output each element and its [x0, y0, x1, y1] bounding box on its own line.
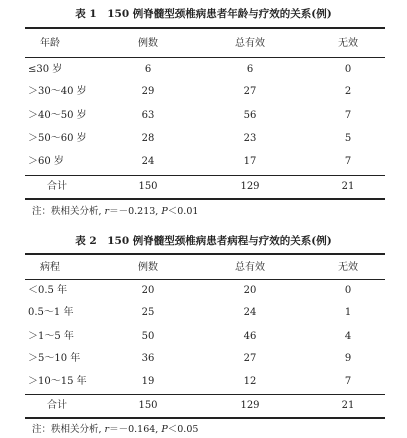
row-effective: 24 — [243, 307, 257, 318]
row-ineffective: 1 — [344, 307, 352, 318]
total-effective: 129 — [240, 181, 260, 192]
table2-total-rule — [25, 394, 385, 395]
row-effective: 20 — [243, 285, 257, 296]
table1-note — [32, 203, 198, 217]
row-ineffective: 0 — [344, 64, 352, 75]
row-ineffective: 5 — [344, 133, 352, 144]
table2-header-effective: 总有效 — [235, 262, 265, 273]
row-ineffective: 9 — [344, 353, 352, 364]
table1-header-cases: 例数 — [138, 38, 158, 49]
row-cases: 29 — [141, 86, 155, 97]
row-label: ＜0.5 年 — [28, 285, 68, 296]
row-effective: 23 — [243, 133, 257, 144]
table2-header-ineffective: 无效 — [338, 262, 358, 273]
row-ineffective: 0 — [344, 285, 352, 296]
table1-header-ineffective: 无效 — [338, 38, 358, 49]
row-cases: 28 — [141, 133, 155, 144]
table2-header-rule — [25, 279, 385, 280]
note-r: r — [104, 424, 110, 435]
total-label: 合计 — [47, 181, 67, 192]
note-p: P — [161, 206, 168, 217]
note-suffix: ＜0.01 — [167, 206, 199, 217]
row-ineffective: 4 — [344, 331, 352, 342]
row-effective: 56 — [243, 110, 257, 121]
total-cases: 150 — [138, 181, 158, 192]
table-row — [0, 130, 407, 148]
table1-bottom-rule — [25, 198, 385, 200]
row-label: ＞30～40 岁 — [28, 86, 87, 97]
table2-bottom-rule — [25, 417, 385, 419]
table1-header-rule — [25, 57, 385, 58]
row-label: ＞5～10 年 — [28, 353, 81, 364]
row-ineffective: 2 — [344, 86, 352, 97]
row-effective: 27 — [243, 86, 257, 97]
total-cases: 150 — [138, 400, 158, 411]
row-cases: 25 — [141, 307, 155, 318]
table2-caption: 表 2 150 例脊髓型颈椎病患者病程与疗效的关系(例) — [75, 235, 332, 247]
row-effective: 27 — [243, 353, 257, 364]
table-row — [0, 328, 407, 346]
row-ineffective: 7 — [344, 376, 352, 387]
row-effective: 17 — [243, 156, 257, 167]
row-label: ＞50～60 岁 — [28, 133, 87, 144]
note-mid: ＝－0.213, — [109, 206, 162, 217]
table-row — [0, 61, 407, 79]
table-row — [0, 282, 407, 300]
row-effective: 46 — [243, 331, 257, 342]
total-ineffective: 21 — [341, 181, 355, 192]
table1-caption: 表 1 150 例脊髓型颈椎病患者年龄与疗效的关系(例) — [75, 8, 332, 20]
table1-total-row — [0, 178, 407, 196]
note-r: r — [104, 206, 110, 217]
total-label: 合计 — [47, 400, 67, 411]
table2-total-row — [0, 397, 407, 415]
note-p: P — [161, 424, 168, 435]
row-effective: 12 — [243, 376, 257, 387]
table-row — [0, 153, 407, 171]
table2-top-rule — [25, 253, 385, 255]
table1-top-rule — [25, 27, 385, 29]
table2-note — [32, 421, 198, 435]
table2-header-row — [0, 259, 407, 277]
row-label: 0.5～1 年 — [28, 307, 74, 318]
row-cases: 20 — [141, 285, 155, 296]
table-row — [0, 350, 407, 368]
note-suffix: ＜0.05 — [167, 424, 199, 435]
row-effective: 6 — [246, 64, 254, 75]
table-row — [0, 83, 407, 101]
row-label: ＞1～5 年 — [28, 331, 74, 342]
table1-total-rule — [25, 175, 385, 176]
row-label: ＞10～15 年 — [28, 376, 87, 387]
row-cases: 50 — [141, 331, 155, 342]
row-label: ≤30 岁 — [28, 64, 63, 75]
table-row — [0, 107, 407, 125]
total-effective: 129 — [240, 400, 260, 411]
table1-header-effective: 总有效 — [235, 38, 265, 49]
table-row — [0, 373, 407, 391]
row-cases: 6 — [144, 64, 152, 75]
total-ineffective: 21 — [341, 400, 355, 411]
row-label: ＞60 岁 — [28, 156, 64, 167]
table2-header-duration: 病程 — [40, 262, 60, 273]
row-cases: 36 — [141, 353, 155, 364]
note-mid: ＝－0.164, — [109, 424, 162, 435]
row-cases: 19 — [141, 376, 155, 387]
note-prefix: 注：秩相关分析, — [32, 424, 105, 435]
table1-header-row — [0, 35, 407, 53]
table-row — [0, 304, 407, 322]
row-ineffective: 7 — [344, 110, 352, 121]
row-ineffective: 7 — [344, 156, 352, 167]
note-prefix: 注：秩相关分析, — [32, 206, 105, 217]
row-cases: 24 — [141, 156, 155, 167]
row-label: ＞40～50 岁 — [28, 110, 87, 121]
table2-header-cases: 例数 — [138, 262, 158, 273]
row-cases: 63 — [141, 110, 155, 121]
table1-header-age: 年龄 — [40, 38, 60, 49]
